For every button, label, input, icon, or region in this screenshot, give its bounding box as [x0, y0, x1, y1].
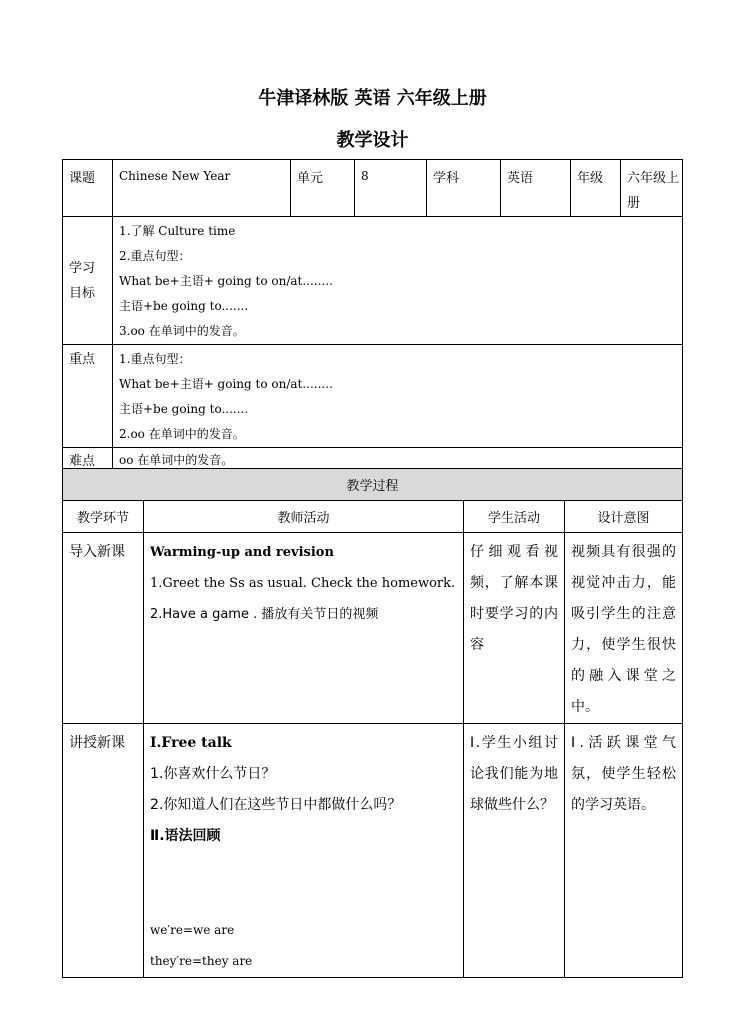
activity-line: we′re=we are — [150, 923, 235, 937]
unit-label: 单元 — [291, 160, 355, 217]
table-row — [63, 533, 683, 724]
key-points-label: 重点 — [63, 345, 113, 448]
grade-label: 年级 — [571, 160, 621, 217]
goals-line: 主语+be going to....... — [119, 299, 249, 313]
column-header-intent: 设计意图 — [565, 501, 683, 533]
activity-heading: Ⅱ.语法回顾 — [150, 828, 221, 844]
teacher-activity-cell — [144, 724, 464, 978]
goals-line: 2.重点句型： — [119, 249, 191, 263]
column-header-stage: 教学环节 — [63, 501, 144, 533]
goals-line: 3.oo 在单词中的发音。 — [119, 324, 245, 338]
process-title: 教学过程 — [63, 469, 683, 501]
stage-cell: 导入新课 — [63, 533, 144, 724]
key-points-content — [113, 345, 683, 448]
document-subtitle: 教学设计 — [336, 130, 409, 151]
document-title: 牛津译林版 英语 六年级上册 — [258, 88, 487, 109]
topic-label: 课题 — [63, 160, 113, 217]
design-intent-cell: 视频具有很强的视觉冲击力，能吸引学生的注意力，使学生很快的融入课堂之中。 — [565, 533, 683, 724]
stage-cell: 讲授新课 — [63, 724, 144, 978]
student-activity-cell: Ⅰ.学生小组讨论我们能为地球做些什么？ — [464, 724, 565, 978]
goals-line: 1.了解 Culture time — [119, 224, 236, 238]
activity-heading: Ⅰ.Free talk — [150, 735, 232, 751]
key-point-line: 1.重点句型： — [119, 352, 191, 366]
blank-space — [150, 852, 457, 915]
activity-line: 2.你知道人们在这些节日中都做什么吗？ — [150, 797, 402, 813]
key-point-line: 2.oo 在单词中的发音。 — [119, 427, 245, 441]
column-header-student: 学生活动 — [464, 501, 565, 533]
activity-line: 2.Have a game . 播放有关节日的视频 — [150, 607, 379, 622]
activity-line: 1.Greet the Ss as usual. Check the homework. — [150, 576, 456, 591]
goals-label: 学习目标 — [63, 217, 113, 345]
activity-line: 1.你喜欢什么节日？ — [150, 766, 276, 782]
grade-value: 六年级上册 — [621, 160, 683, 217]
student-activity-cell: 仔细观看视频，了解本课时要学习的内容 — [464, 533, 565, 724]
topic-value: Chinese New Year — [113, 160, 291, 217]
goals-content — [113, 217, 683, 345]
teacher-activity-cell — [144, 533, 464, 724]
difficulty-label: 难点 — [63, 448, 113, 475]
teaching-process-table — [62, 468, 683, 978]
table-row — [63, 724, 683, 978]
difficulty-text: oo 在单词中的发音。 — [113, 448, 683, 475]
goals-line: What be+主语+ going to on/at........ — [119, 274, 333, 288]
unit-value: 8 — [355, 160, 427, 217]
key-point-line: 主语+be going to....... — [119, 402, 249, 416]
activity-heading: Warming-up and revision — [150, 545, 334, 560]
subject-value: 英语 — [501, 160, 571, 217]
key-point-line: What be+主语+ going to on/at........ — [119, 377, 333, 391]
activity-line: they′re=they are — [150, 954, 253, 968]
lesson-info-table — [62, 159, 683, 475]
column-header-teacher: 教师活动 — [144, 501, 464, 533]
subject-label: 学科 — [427, 160, 501, 217]
design-intent-cell: Ⅰ.活跃课堂气氛，使学生轻松的学习英语。 — [565, 724, 683, 978]
